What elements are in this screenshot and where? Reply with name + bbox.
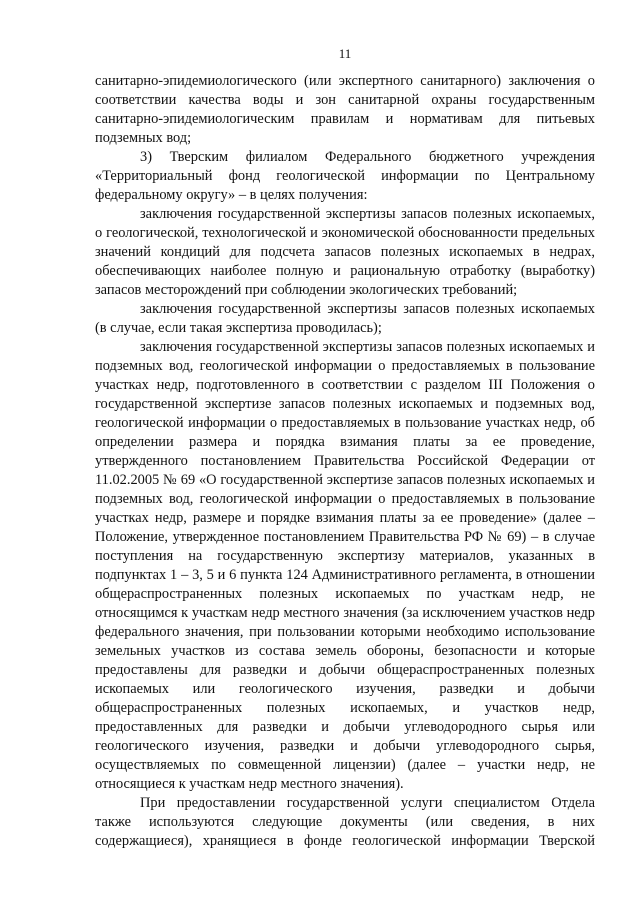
paragraph-2: 3) Тверским филиалом Федерального бюджетного учреждения «Территориальный фонд геологической информации по Центральному федеральному округу» – в целях получения: (95, 149, 595, 203)
paragraph-4: заключения государственной экспертизы запасов полезных ископаемых (в случае, если такая экспертиза проводилась); (95, 301, 595, 336)
paragraph-6: При предоставлении государственной услуги специалистом Отдела также используются следующие документы (или сведения, в них содержащиеся), хранящиеся в фонде геологической информации Тверской (95, 795, 595, 849)
paragraph-3: заключения государственной экспертизы запасов полезных ископаемых, о геологической, технологической и экономической обоснованности предельных значений кондиций для подсчета запасов полезных ископаемых в недрах, обеспечивающих наиболее полную и рациональную отработку (выработку) запасов месторождений при соблюдении экологических требований; (95, 206, 595, 298)
paragraph-5: заключения государственной экспертизы запасов полезных ископаемых и подземных вод, геологической информации о предоставляемых в пользование участках недр, подготовленного в соответствии с разделом III Положения о государственной экспертизе запасов полезных ископаемых и подземных вод, геологической информации о предоставляемых в пользование участках недр, об определении размера и порядка взимания платы за ее проведение, утвержденного постановлением Правительства Российской Федерации от 11.02.2005 № 69 «О государственной экспертизе запасов полезных ископаемых и подземных вод, геологической информации о предоставляемых в пользование участках недр, размере и порядке взимания платы за ее проведение» (далее – Положение, утвержденное постановлением Правительства РФ № 69) – в случае поступления на государственную экспертизу материалов, указанных в подпунктах 1 – 3, 5 и 6 пункта 124 Административного регламента, в отношении общераспространенных полезных ископаемых по участкам недр, не относящимся к участкам недр местного значения (за исключением участков недр федерального значения, при пользовании которыми необходимо использование земельных участков из состава земель обороны, безопасности и которые предоставлены для разведки и добычи общераспространенных полезных ископаемых или геологического изучения, разведки и добычи общераспространенных полезных ископаемых, и участков недр, предоставленных для разведки и добычи углеводородного сырья или геологического изучения, разведки и добычи углеводородного сырья, осуществляемых по совмещенной лицензии) (далее – участки недр, не относящиеся к участкам недр местного значения). (95, 339, 595, 792)
document-page (95, 46, 595, 851)
paragraph-1: санитарно-эпидемиологического (или экспертного санитарного) заключения о соответствии качества воды и зон санитарной охраны государственным санитарно-эпидемиологическим правилам и нормативам для питьевых подземных вод; (95, 73, 595, 146)
page-number: 11 (338, 46, 352, 61)
